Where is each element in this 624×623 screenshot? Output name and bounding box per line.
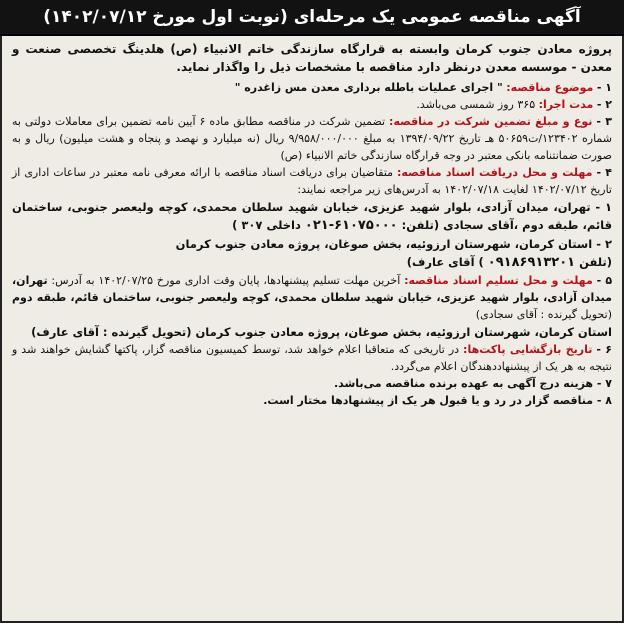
item-label: تاریخ بازگشایی پاکت‌ها: xyxy=(463,343,593,356)
address-tehran: ۱ - تهران، میدان آزادی، بلوار شهید عزیزی، خیابان شهید سلطان محمدی، کوچه ولیعصر جنوبی، ساختمان قائم، طبقه دوم ،آقای سجادی (تلفن: ۰۲۱-۶۱۰۷۵۰۰۰ داخلی ۳۰۷ ) xyxy=(12,200,612,233)
item-duration: ۲ - مدت اجرا: ۳۶۵ روز شمسی می‌باشد. xyxy=(416,98,612,111)
item-label: مهلت و محل دریافت اسناد مناقصه: xyxy=(397,166,593,179)
notice-body xyxy=(0,36,624,623)
intro-paragraph: پروژه معادن جنوب کرمان وابسته به قرارگاه سازندگی خاتم الانبیاء (ص) هلدینگ تخصصی صنعت و معدن - موسسه معدن درنظر دارد مناقصه با مشخصات ذیل را واگذار نماید. xyxy=(12,42,612,74)
phone-number: ۰۹۱۸۶۹۱۳۲۰۱ xyxy=(487,255,576,270)
phone-number: ۰۲۱-۶۱۰۷۵۰۰۰ xyxy=(304,218,398,233)
item-label: مهلت و محل تسلیم اسناد مناقصه: xyxy=(404,274,593,287)
item-subject: ۱ - موضوع مناقصه: " اجرای عملیات باطله برداری معدن مس زاغدره " xyxy=(234,81,612,94)
item-label: نوع و مبلغ تضمین شرکت در مناقصه: xyxy=(389,115,593,128)
item-opening: ۶ - تاریخ بازگشایی پاکت‌ها: در تاریخی که متعاقبا اعلام خواهد شد، توسط کمیسیون مناقصه گزار، پاکتها گشایش خواهند شد و نتیجه به هر یک از پیشنهاددهندگان اعلام می‌گردد. xyxy=(12,343,613,373)
item-label: مدت اجرا: xyxy=(538,98,594,111)
notice-title: آگهی مناقصه عمومی یک مرحله‌ای (نوبت اول مورخ ۱۴۰۲/۰۷/۱۲) xyxy=(0,0,624,36)
address-kerman: ۲ - استان کرمان، شهرستان ارزوئیه، بخش صوغان، پروژه معادن جنوب کرمان (تلفن ۰۹۱۸۶۹۱۳۲۰۱ ) آقای عارف) xyxy=(175,237,612,270)
item-submission: ۵ - مهلت و محل تسلیم اسناد مناقصه: آخرین مهلت تسلیم پیشنهادها، پایان وقت اداری مورخ ۱۴۰۲/۰۷/۲۵ به آدرس: تهران، میدان آزادی، بلوار شهید عزیزی، خیابان شهید سلطان محمدی، کوچه ولیعصر جنوبی، ساختمان قائم، طبقه دوم (تحویل گیرنده : آقای سجادی) xyxy=(12,274,613,321)
item-discretion: ۸ - مناقصه گزار در رد و یا قبول هر یک از پیشنهادها مختار است. xyxy=(263,394,612,407)
item-guarantee: ۳ - نوع و مبلغ تضمین شرکت در مناقصه: تضمین شرکت در مناقصه مطابق ماده ۶ آیین نامه تضمین برای معاملات دولتی به شماره ۱۲۳۴۰۲/ت۵۰۶۵۹ هـ تاریخ ۱۳۹۴/۰۹/۲۲ به مبلغ ۹/۹۵۸/۰۰۰/۰۰۰ ریال (نه میلیارد و نهصد و پنجاه و هشت میلیون) ریال و به صورت ضمانتنامه بانکی معتبر در وجه قرارگاه سازندگی خاتم الانبیاء (ص) xyxy=(12,115,613,162)
item-ad-cost: ۷ - هزینه درج آگهی به عهده برنده مناقصه می‌باشد. xyxy=(333,377,612,390)
item-label: موضوع مناقصه: xyxy=(506,81,594,94)
submission-address-kerman: استان کرمان، شهرستان ارزوئیه، بخش صوغان، پروژه معادن جنوب کرمان (تحویل گیرنده : آقای عارف) xyxy=(31,325,612,339)
item-document-receipt: ۴ - مهلت و محل دریافت اسناد مناقصه: متقاضیان برای دریافت اسناد مناقصه با ارائه معرفی نامه معتبر در ساعات اداری از تاریخ ۱۴۰۲/۰۷/۱۲ لغایت ۱۴۰۲/۰۷/۱۸ به آدرس‌های زیر مراجعه نمایند: xyxy=(12,166,613,196)
